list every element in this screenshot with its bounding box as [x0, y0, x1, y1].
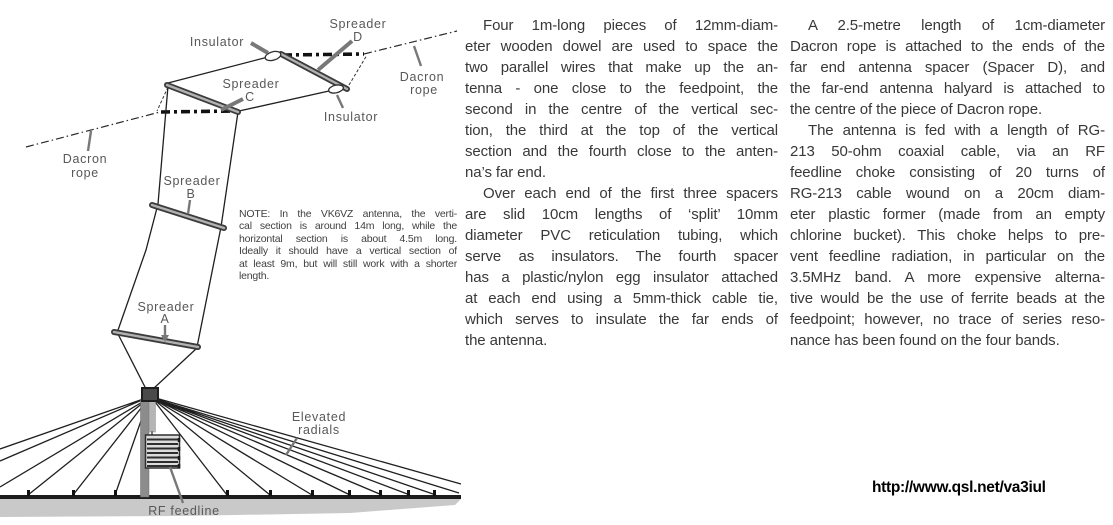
- text-line: RG-213 cable wound on a 20cm diam-: [790, 185, 1105, 202]
- text-line: length.: [239, 269, 270, 282]
- text-line: Four 1m-long pieces of 12mm-diam-: [483, 17, 778, 34]
- paragraph: [790, 15, 1105, 120]
- source-url: http://www.qsl.net/va3iul: [872, 479, 1046, 496]
- spreader-c-label: Spreader: [222, 77, 280, 91]
- text-line: the centre of the piece of Dacron rope.: [790, 101, 1043, 118]
- feedpoint-box: [142, 388, 158, 401]
- text-line: tenna - one close to the feedpoint, the: [465, 80, 778, 97]
- paragraph: [790, 120, 1105, 351]
- text-line: two parallel wires that make up the an-: [465, 59, 778, 76]
- text-line: section and the fourth close to the anten-: [465, 143, 778, 160]
- text-line: The antenna is fed with a length of RG-: [808, 122, 1105, 139]
- text-line: the far-end antenna halyard is attached to: [790, 80, 1105, 97]
- spreader-b-label: Spreader: [163, 174, 221, 188]
- text-line: Dacron rope is attached to the ends of the: [790, 38, 1105, 55]
- dacron-rope-right-label: Dacron: [399, 70, 445, 84]
- spreader-a-label: Spreader: [137, 300, 195, 314]
- text-line: serve as insulators. The fourth spacer: [465, 248, 778, 265]
- paragraph: [465, 183, 778, 351]
- text-line: 3.5MHz band. A more expensive alterna-: [790, 269, 1105, 286]
- text-line: feedpoint; however, no trace of series reso-: [790, 311, 1105, 328]
- text-line: cal section is around 14m long, while the: [239, 220, 457, 233]
- spreader-d-label-line2: D: [353, 30, 363, 44]
- text-line: has a plastic/nylon egg insulator attached: [465, 269, 778, 286]
- text-line: second in the centre of the vertical sec-: [465, 101, 778, 118]
- text-line: vent feedline radiation, in particular on the: [790, 248, 1105, 265]
- elevated-radial-wires: [0, 397, 461, 496]
- text-line: Over each end of the first three spacers: [483, 185, 778, 202]
- text-line: feedline choke consisting of 20 turns of: [790, 164, 1105, 181]
- diagram-note: [239, 208, 457, 282]
- text-line: eter plastic former (made from an empty: [790, 206, 1105, 223]
- dacron-rope-right-label-line2: rope: [410, 83, 438, 97]
- text-line: na’s far end.: [465, 164, 546, 181]
- text-line: are slid 10cm lengths of ‘split’ 10mm: [465, 206, 778, 223]
- text-line: at each end using a 5mm-thick cable tie,: [465, 290, 778, 307]
- dacron-rope-left: [26, 87, 236, 147]
- spreader-a-bar: [114, 332, 198, 347]
- text-line: the antenna.: [465, 332, 548, 349]
- text-line: tive would be the use of ferrite beads at the: [790, 290, 1105, 307]
- spreader-a-label-line2: A: [160, 312, 170, 326]
- text-line: A 2.5-metre length of 1cm-diameter: [808, 17, 1105, 34]
- text-line: tion, the third at the top of the vertical: [465, 122, 778, 139]
- text-line: horizontal section is about 4.5m long.: [239, 232, 457, 245]
- rf-feedline-label: RF feedline: [148, 504, 220, 518]
- dacron-rope-left-label-line2: rope: [71, 166, 99, 180]
- text-line: eter wooden dowel are used to space the: [465, 38, 778, 55]
- article-column-1: [465, 15, 778, 351]
- insulator-right-shape: [328, 84, 344, 95]
- rf-choke-coil: [146, 435, 180, 468]
- article-column-2: [790, 15, 1105, 351]
- insulator-right-label: Insulator: [323, 110, 379, 124]
- ground-line: [0, 495, 461, 499]
- text-line: which serves to insulate the far ends of: [465, 311, 778, 328]
- spreader-c-label-line2: C: [245, 90, 255, 104]
- elevated-radials-label-line2: radials: [298, 423, 340, 437]
- text-line: Ideally it should have a vertical section of: [239, 245, 457, 258]
- paragraph: [239, 208, 457, 282]
- elevated-radials-label: Elevated: [291, 410, 347, 424]
- spreader-d-label: Spreader: [329, 17, 387, 31]
- text-line: at least 9m, but will still work with a shorter: [239, 257, 457, 270]
- text-line: 213 50-ohm coaxial cable, via an RF: [790, 143, 1105, 160]
- spreader-b-label-line2: B: [186, 187, 196, 201]
- text-line: far end antenna spacer (Spacer D), and: [790, 59, 1105, 76]
- spreader-d-bar: [281, 54, 347, 89]
- text-line: diameter PVC reticulation tubing, which: [465, 227, 778, 244]
- ground-shading: [0, 499, 461, 517]
- paragraph: [465, 15, 778, 183]
- insulator-top-label: Insulator: [189, 35, 245, 49]
- text-line: nance has been found on the four bands.: [790, 332, 1060, 349]
- text-line: NOTE: In the VK6VZ antenna, the verti-: [239, 208, 457, 220]
- text-line: chlorine bucket). This choke helps to pre-: [790, 227, 1105, 244]
- dacron-rope-left-label: Dacron: [62, 152, 108, 166]
